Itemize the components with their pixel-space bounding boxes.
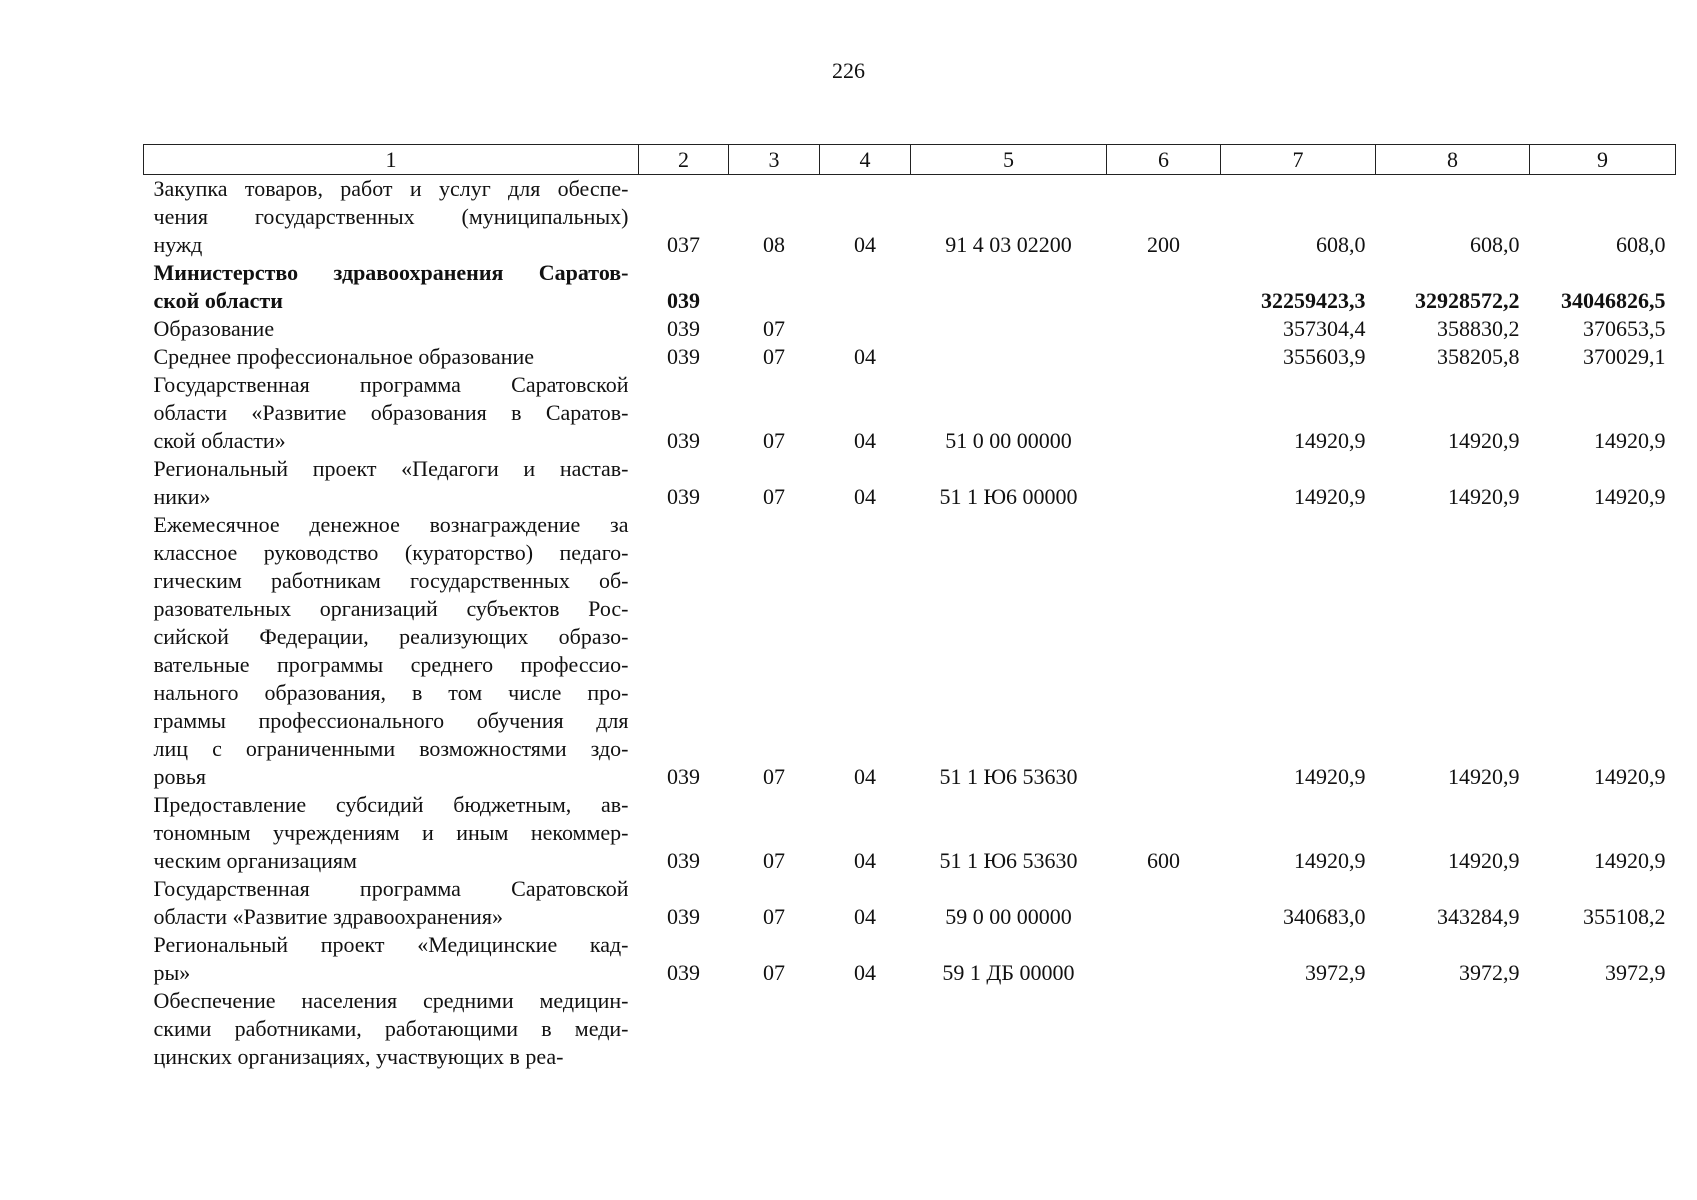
cell-target-article xyxy=(911,315,1107,343)
cell-ministry-code: 039 xyxy=(667,344,700,369)
cell-amount-year-1: 14920,9 xyxy=(1294,484,1366,509)
cell-amount-year-3: 14920,9 xyxy=(1594,484,1666,509)
table-row xyxy=(144,259,1676,315)
header-col-2: 2 xyxy=(639,145,729,175)
description-line: гическим работникам государственных об- xyxy=(153,568,629,593)
cell-subsection xyxy=(820,259,911,315)
cell-amount-year-3: 14920,9 xyxy=(1594,764,1666,789)
cell-amount-year-3: 14920,9 xyxy=(1594,848,1666,873)
cell-section: 08 xyxy=(763,232,785,257)
table-row xyxy=(144,371,1676,455)
table-row xyxy=(144,791,1676,875)
cell-ministry-code: 039 xyxy=(667,904,700,929)
description-line: Ежемесячное денежное вознаграждение за xyxy=(153,512,629,537)
cell-amount-year-3: 608,0 xyxy=(1616,232,1666,257)
cell-amount-year-3: 34046826,5 xyxy=(1561,288,1666,313)
cell-description xyxy=(144,259,639,315)
cell-target-article xyxy=(911,987,1107,1071)
description-line: области «Развитие здравоохранения» xyxy=(153,904,503,929)
header-col-3: 3 xyxy=(729,145,820,175)
cell-expense-type: 200 xyxy=(1147,232,1180,257)
table-row xyxy=(144,343,1676,371)
description-line: ники» xyxy=(153,484,211,509)
cell-amount-year-2: 14920,9 xyxy=(1448,484,1520,509)
description-line: сийской Федерации, реализующих образо- xyxy=(153,624,629,649)
cell-target-article xyxy=(911,259,1107,315)
cell-amount-year-3: 355108,2 xyxy=(1583,904,1666,929)
cell-description xyxy=(144,371,639,455)
cell-amount-year-1 xyxy=(1221,987,1376,1071)
table-row xyxy=(144,987,1676,1071)
cell-description xyxy=(144,455,639,511)
cell-amount-year-3: 14920,9 xyxy=(1594,428,1666,453)
header-col-4: 4 xyxy=(820,145,911,175)
cell-subsection: 04 xyxy=(854,232,876,257)
cell-amount-year-1: 32259423,3 xyxy=(1261,288,1366,313)
cell-ministry-code: 039 xyxy=(667,848,700,873)
cell-description xyxy=(144,791,639,875)
cell-description xyxy=(144,987,639,1071)
header-row xyxy=(144,145,1676,175)
cell-section: 07 xyxy=(763,764,785,789)
cell-subsection: 04 xyxy=(854,904,876,929)
description-line: чения государственных (муниципальных) xyxy=(153,204,629,229)
header-col-8: 8 xyxy=(1376,145,1530,175)
cell-section xyxy=(729,259,820,315)
cell-subsection: 04 xyxy=(854,960,876,985)
cell-amount-year-2 xyxy=(1376,987,1530,1071)
description-line: Предоставление субсидий бюджетным, ав- xyxy=(153,792,629,817)
description-line: ской области xyxy=(153,288,283,313)
description-line: области «Развитие образования в Саратов- xyxy=(153,400,629,425)
table-row xyxy=(144,175,1676,260)
cell-expense-type xyxy=(1107,371,1221,455)
description-line: Министерство здравоохранения Саратов- xyxy=(153,260,629,285)
table-row xyxy=(144,875,1676,931)
cell-target-article: 59 0 00 00000 xyxy=(945,904,1072,929)
description-line: цинских организациях, участвующих в реа- xyxy=(153,1044,564,1069)
description-line: классное руководство (кураторство) педаго- xyxy=(153,540,629,565)
cell-target-article: 51 1 Ю6 53630 xyxy=(939,764,1078,789)
cell-target-article: 91 4 03 02200 xyxy=(945,232,1072,257)
cell-ministry-code: 039 xyxy=(667,428,700,453)
header-col-5: 5 xyxy=(911,145,1107,175)
cell-amount-year-2: 358205,8 xyxy=(1437,344,1520,369)
description-line: нужд xyxy=(153,232,203,257)
description-line: граммы профессионального обучения для xyxy=(153,708,629,733)
cell-subsection xyxy=(820,987,911,1071)
table-body xyxy=(144,175,1676,1072)
cell-amount-year-2: 608,0 xyxy=(1470,232,1520,257)
description-line: разовательных организаций субъектов Рос- xyxy=(153,596,629,621)
description-line: Закупка товаров, работ и услуг для обеспе- xyxy=(153,176,629,201)
description-line: ровья xyxy=(153,764,207,789)
cell-subsection: 04 xyxy=(854,344,876,369)
cell-ministry-code: 039 xyxy=(667,316,700,341)
cell-description xyxy=(144,315,639,343)
cell-amount-year-1: 14920,9 xyxy=(1294,428,1366,453)
budget-table xyxy=(143,144,1676,1071)
cell-amount-year-1: 3972,9 xyxy=(1305,960,1366,985)
cell-section: 07 xyxy=(763,316,785,341)
cell-ministry-code xyxy=(639,987,729,1071)
description-line: Региональный проект «Медицинские кад- xyxy=(153,932,629,957)
description-line: лиц с ограниченными возможностями здо- xyxy=(153,736,629,761)
cell-amount-year-2: 14920,9 xyxy=(1448,428,1520,453)
cell-section: 07 xyxy=(763,428,785,453)
cell-subsection: 04 xyxy=(854,848,876,873)
page-number: 226 xyxy=(832,58,865,83)
description-line: скими работниками, работающими в меди- xyxy=(153,1016,629,1041)
cell-description xyxy=(144,875,639,931)
description-line: ры» xyxy=(153,960,191,985)
cell-amount-year-1: 14920,9 xyxy=(1294,848,1366,873)
cell-amount-year-3 xyxy=(1530,987,1676,1071)
cell-description xyxy=(144,511,639,791)
description-line: Обеспечение населения средними медицин- xyxy=(153,988,629,1013)
cell-expense-type xyxy=(1107,455,1221,511)
cell-target-article: 51 0 00 00000 xyxy=(945,428,1072,453)
cell-description xyxy=(144,175,639,260)
cell-ministry-code: 039 xyxy=(667,288,700,313)
description-line: Региональный проект «Педагоги и настав- xyxy=(153,456,629,481)
cell-subsection: 04 xyxy=(854,764,876,789)
cell-amount-year-2: 14920,9 xyxy=(1448,848,1520,873)
header-col-7: 7 xyxy=(1221,145,1376,175)
cell-subsection: 04 xyxy=(854,428,876,453)
cell-ministry-code: 039 xyxy=(667,484,700,509)
cell-amount-year-1: 355603,9 xyxy=(1283,344,1366,369)
cell-amount-year-2: 3972,9 xyxy=(1459,960,1520,985)
cell-amount-year-3: 370029,1 xyxy=(1583,344,1666,369)
cell-ministry-code: 039 xyxy=(667,764,700,789)
cell-expense-type xyxy=(1107,987,1221,1071)
description-line: Среднее профессиональное образование xyxy=(153,344,535,369)
cell-section: 07 xyxy=(763,344,785,369)
cell-amount-year-3: 3972,9 xyxy=(1605,960,1666,985)
cell-expense-type xyxy=(1107,511,1221,791)
cell-section: 07 xyxy=(763,960,785,985)
cell-expense-type xyxy=(1107,875,1221,931)
cell-amount-year-2: 32928572,2 xyxy=(1415,288,1520,313)
cell-amount-year-3: 370653,5 xyxy=(1583,316,1666,341)
cell-target-article xyxy=(911,343,1107,371)
header-col-1: 1 xyxy=(144,145,639,175)
cell-subsection xyxy=(820,315,911,343)
cell-section: 07 xyxy=(763,484,785,509)
description-line: ской области» xyxy=(153,428,286,453)
cell-amount-year-1: 14920,9 xyxy=(1294,764,1366,789)
cell-amount-year-1: 608,0 xyxy=(1316,232,1366,257)
header-col-6: 6 xyxy=(1107,145,1221,175)
cell-amount-year-2: 358830,2 xyxy=(1437,316,1520,341)
cell-amount-year-1: 357304,4 xyxy=(1283,316,1366,341)
table-row xyxy=(144,511,1676,791)
cell-expense-type xyxy=(1107,315,1221,343)
cell-expense-type xyxy=(1107,343,1221,371)
cell-ministry-code: 037 xyxy=(667,232,700,257)
cell-expense-type xyxy=(1107,259,1221,315)
description-line: Государственная программа Саратовской xyxy=(153,876,629,901)
cell-expense-type: 600 xyxy=(1147,848,1180,873)
cell-section: 07 xyxy=(763,904,785,929)
table-row xyxy=(144,315,1676,343)
cell-target-article: 51 1 Ю6 00000 xyxy=(939,484,1078,509)
cell-amount-year-2: 14920,9 xyxy=(1448,764,1520,789)
table-row xyxy=(144,931,1676,987)
description-line: вательные программы среднего профессио- xyxy=(153,652,629,677)
description-line: нального образования, в том числе про- xyxy=(153,680,629,705)
cell-expense-type xyxy=(1107,931,1221,987)
description-line: Образование xyxy=(153,316,275,341)
cell-ministry-code: 039 xyxy=(667,960,700,985)
cell-target-article: 51 1 Ю6 53630 xyxy=(939,848,1078,873)
cell-description xyxy=(144,931,639,987)
cell-amount-year-1: 340683,0 xyxy=(1283,904,1366,929)
header-col-9: 9 xyxy=(1530,145,1676,175)
cell-subsection: 04 xyxy=(854,484,876,509)
cell-section: 07 xyxy=(763,848,785,873)
cell-target-article: 59 1 ДБ 00000 xyxy=(942,960,1075,985)
cell-amount-year-2: 343284,9 xyxy=(1437,904,1520,929)
description-line: тономным учреждениям и иным некоммер- xyxy=(153,820,629,845)
description-line: Государственная программа Саратовской xyxy=(153,372,629,397)
cell-description xyxy=(144,343,639,371)
cell-section xyxy=(729,987,820,1071)
table-row xyxy=(144,455,1676,511)
description-line: ческим организациям xyxy=(153,848,357,873)
